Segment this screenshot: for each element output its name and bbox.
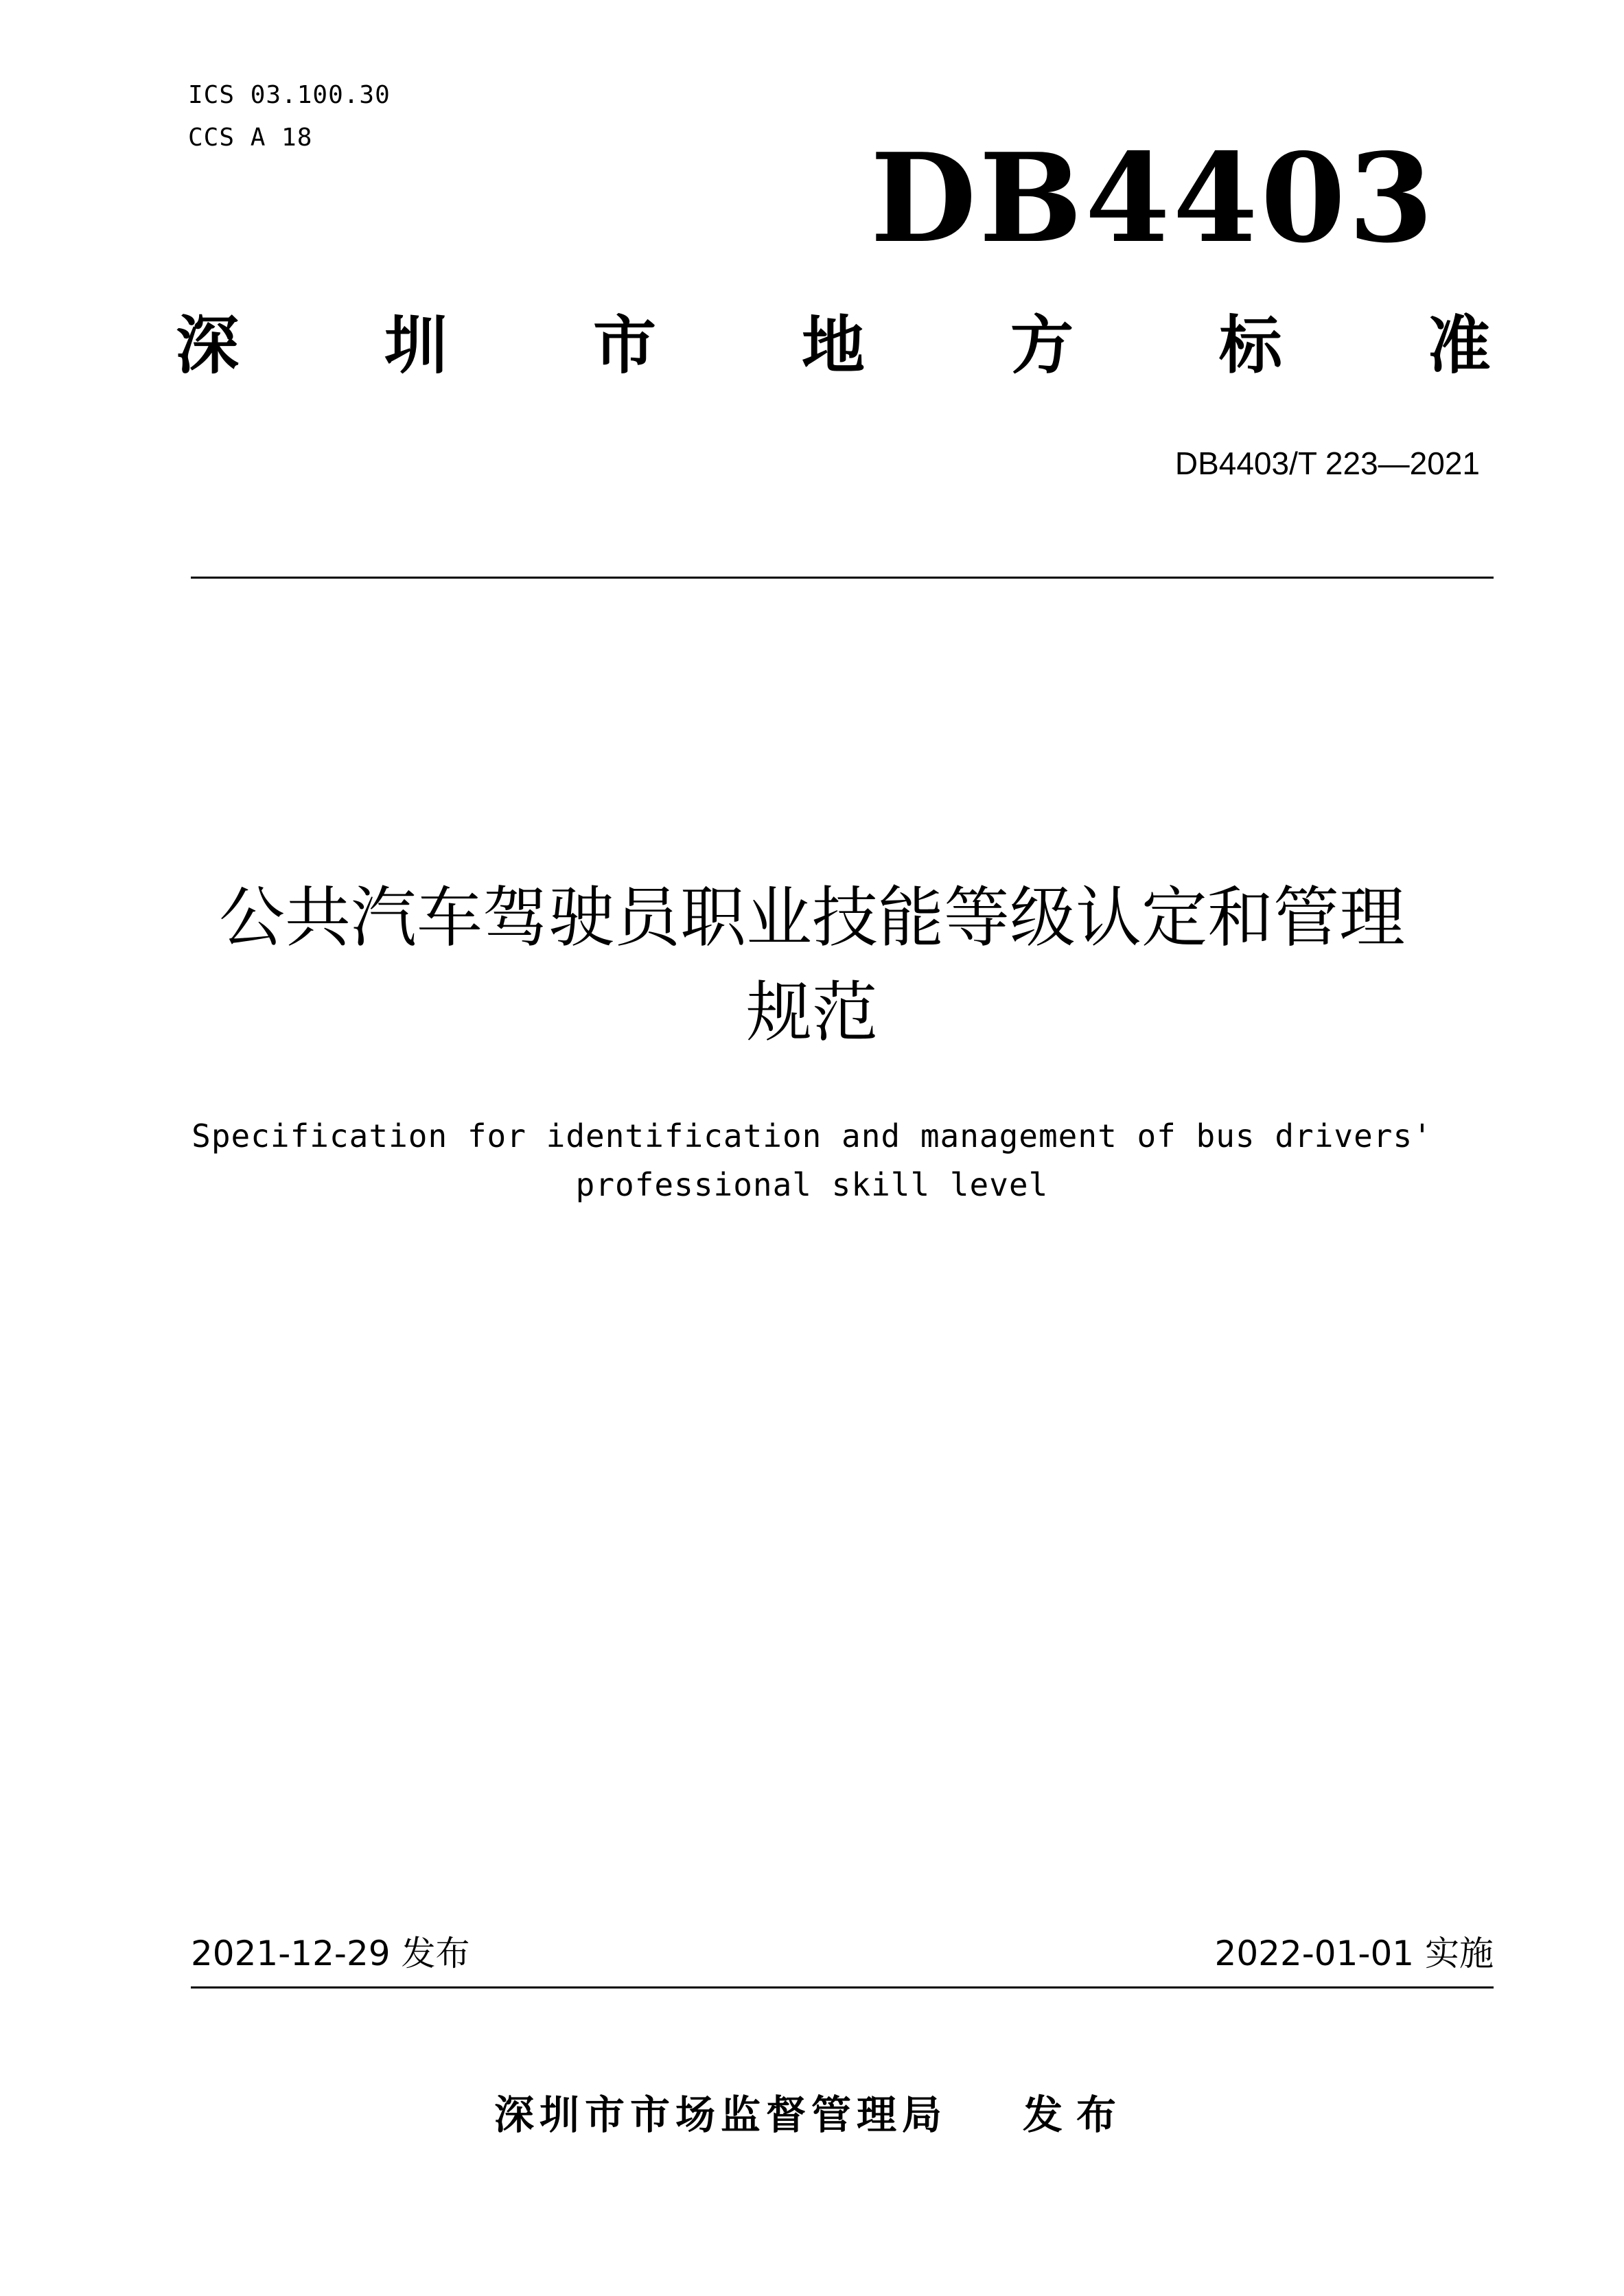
publisher-line	[0, 2083, 1624, 2140]
ics-code: ICS 03.100.30	[188, 81, 391, 109]
banner-char: 准	[1427, 309, 1491, 382]
banner-char: 圳	[384, 309, 448, 382]
title-cn-line: 规范	[746, 974, 878, 1052]
publish-label: 发布	[1023, 2091, 1130, 2138]
standard-type-banner	[176, 309, 1491, 382]
banner-char: 地	[801, 309, 865, 382]
title-cn-line: 公共汽车驾驶员职业技能等级认定和管理	[219, 879, 1405, 956]
publisher-name: 深圳市市场监督管理局	[494, 2091, 947, 2138]
document-title-english	[137, 1112, 1487, 1210]
banner-char: 标	[1218, 309, 1282, 382]
implementation-date: 2022-01-01 实施	[1214, 1934, 1494, 1973]
header-divider	[191, 577, 1494, 579]
banner-char: 市	[592, 309, 656, 382]
ccs-code: CCS A 18	[188, 124, 313, 152]
banner-char: 方	[1010, 309, 1074, 382]
standard-number: DB4403/T 223—2021	[1174, 445, 1480, 481]
standard-series-code: DB4403	[870, 126, 1437, 270]
banner-char: 深	[176, 309, 240, 382]
document-title-chinese	[137, 870, 1487, 1060]
footer-divider	[191, 1986, 1494, 1988]
title-en-line: Specification for identification and management of bus drivers'	[192, 1117, 1432, 1155]
issue-date: 2021-12-29 发布	[191, 1934, 470, 1973]
title-en-line: professional skill level	[575, 1166, 1049, 1204]
